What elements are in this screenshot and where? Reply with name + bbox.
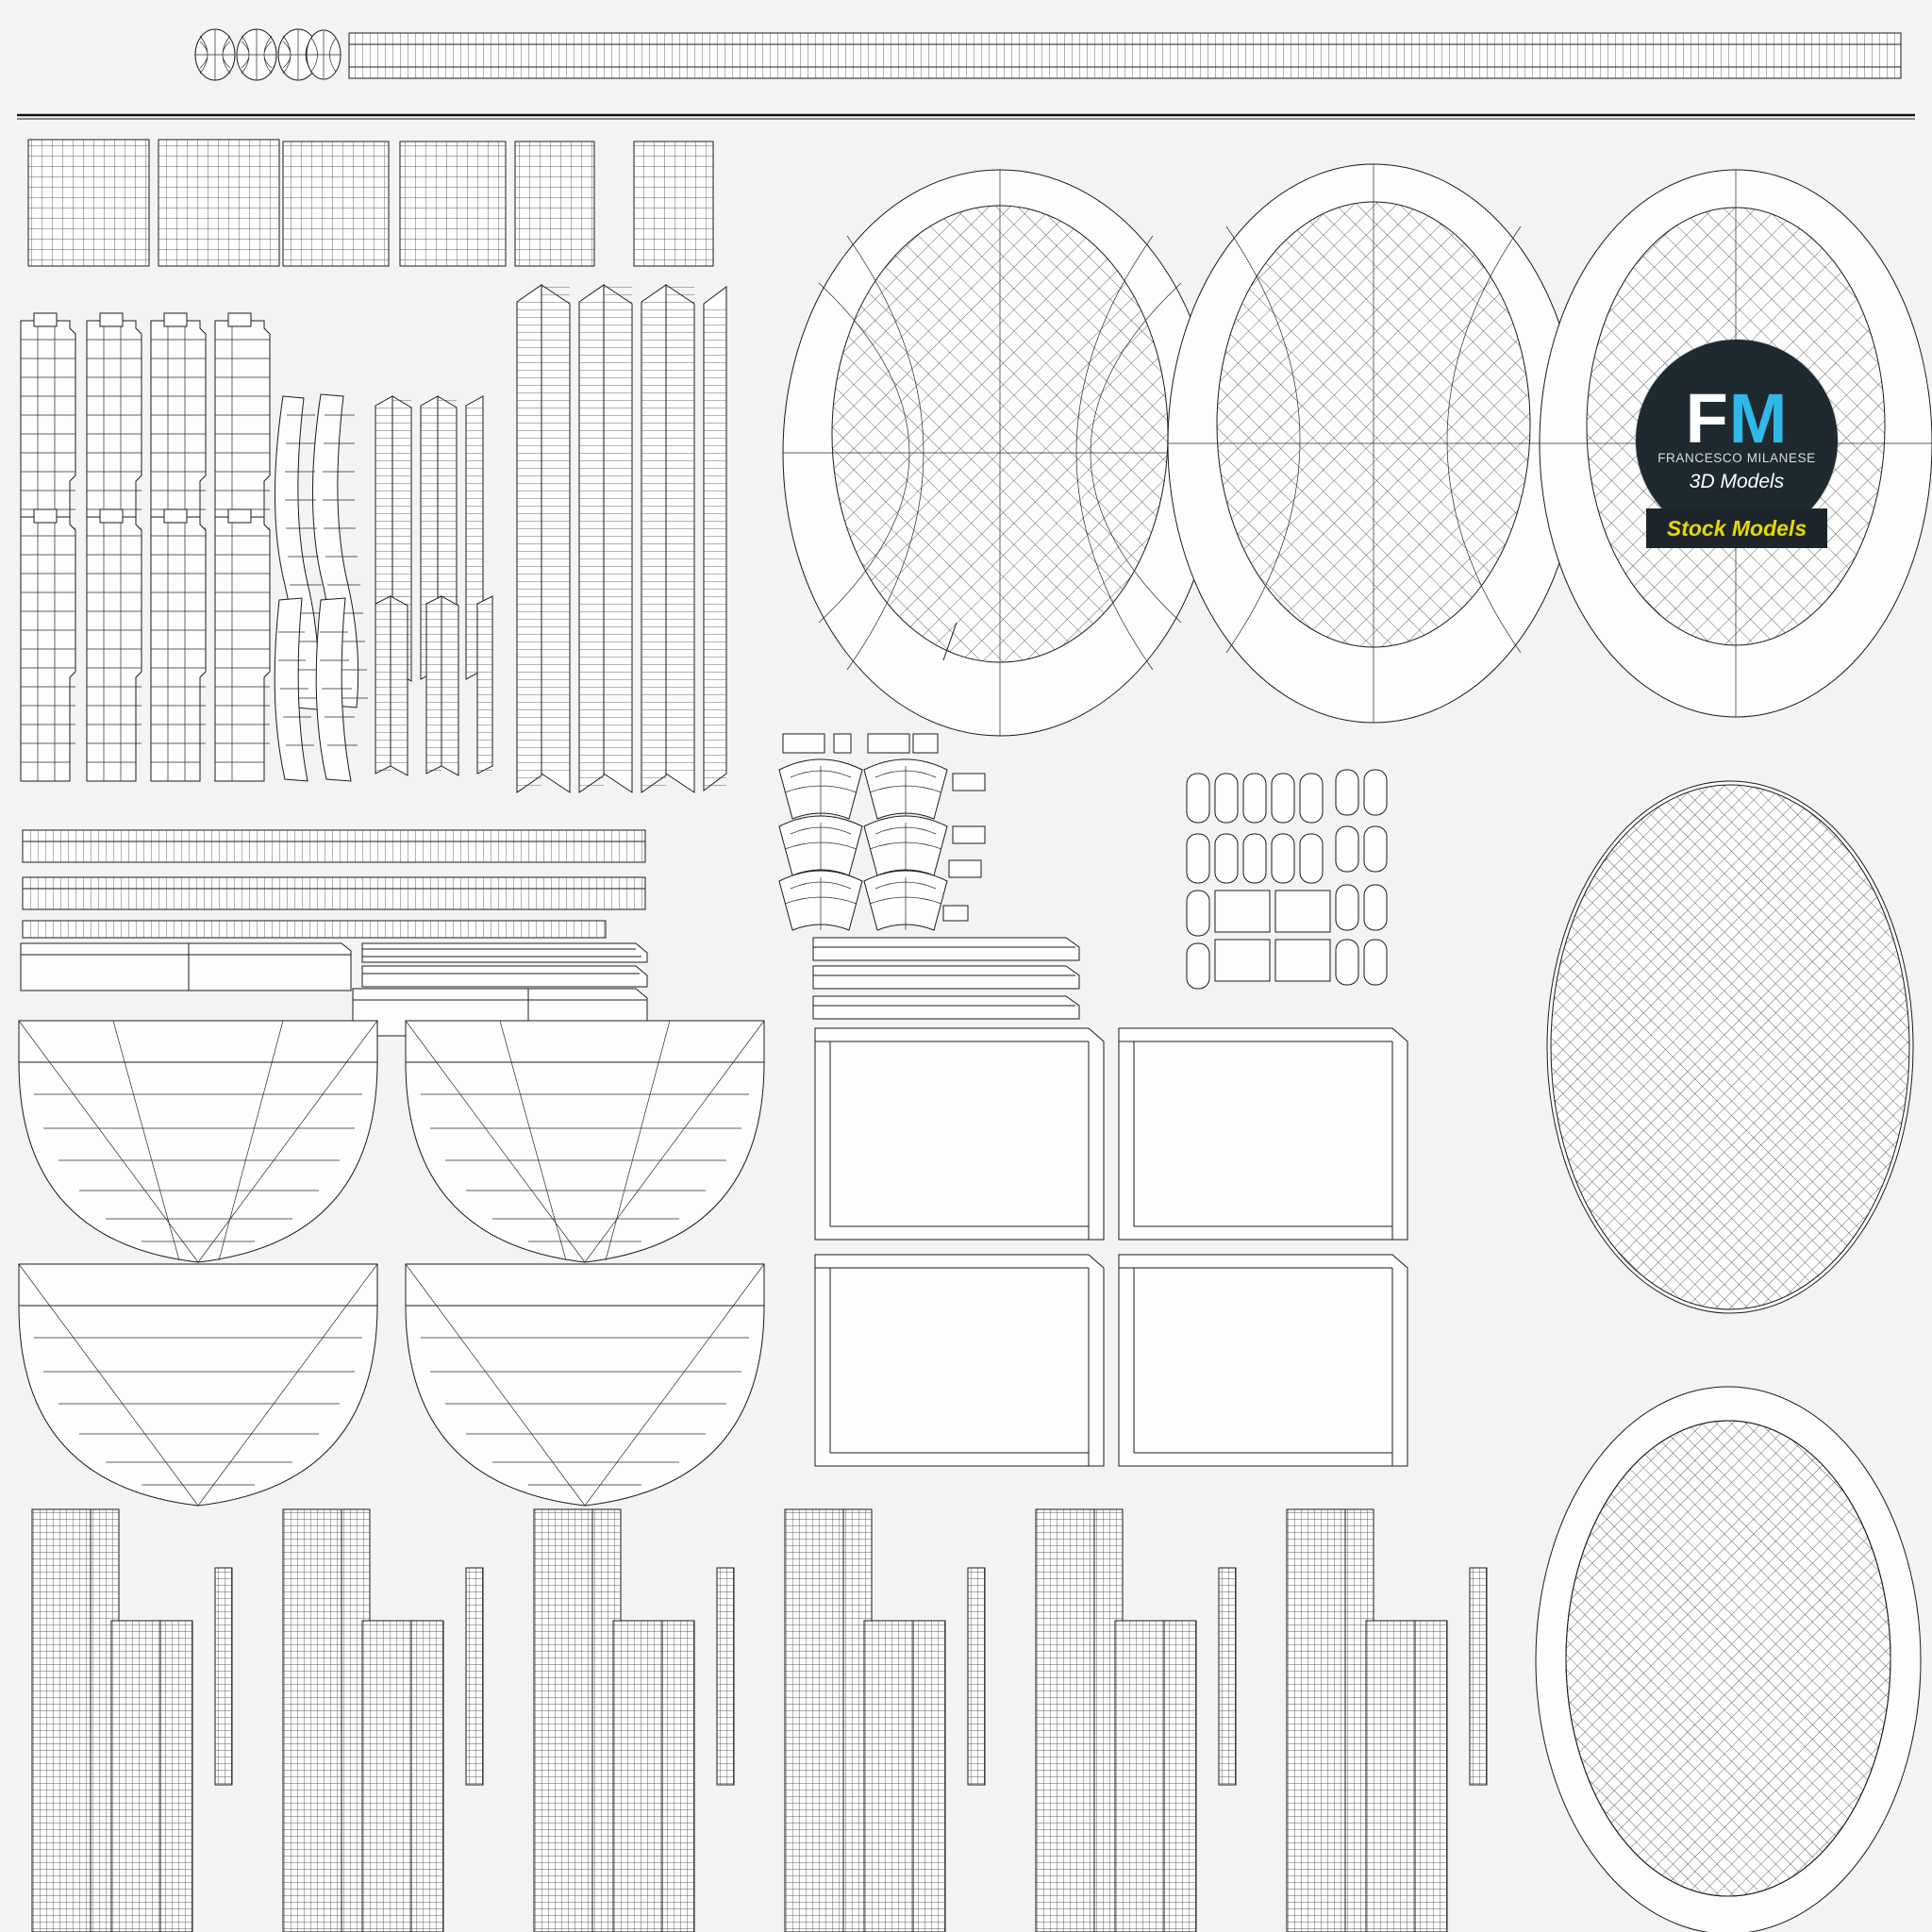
logo-initial-f: F	[1685, 378, 1729, 458]
oval-dish-right-column	[1536, 781, 1921, 1932]
bottom-ribbed-column-row	[32, 1509, 1487, 1932]
logo-author: FRANCESCO MILANESE	[1657, 450, 1816, 465]
logo-initial-m: M	[1728, 378, 1789, 458]
armrest-bar-grid-left	[21, 313, 270, 781]
bowl-shell-grid	[19, 1021, 764, 1506]
stock-models-badge-label: Stock Models	[1666, 515, 1807, 541]
curved-rib-cluster	[275, 285, 726, 792]
stock-models-badge	[1646, 508, 1827, 548]
logo-subtitle: 3D Models	[1689, 470, 1785, 492]
square-frame-grid	[815, 1028, 1407, 1466]
top-seam-cluster	[195, 29, 341, 80]
horizontal-rule	[17, 115, 1915, 119]
cushion-panel-row	[28, 140, 713, 266]
mid-rail-stack	[813, 938, 1079, 1019]
long-rail-stack	[21, 830, 647, 1036]
capsule-button-grid	[1187, 770, 1387, 989]
top-long-strip	[349, 33, 1901, 78]
small-wedge-cluster	[779, 734, 985, 930]
logo-initials	[1685, 378, 1789, 458]
